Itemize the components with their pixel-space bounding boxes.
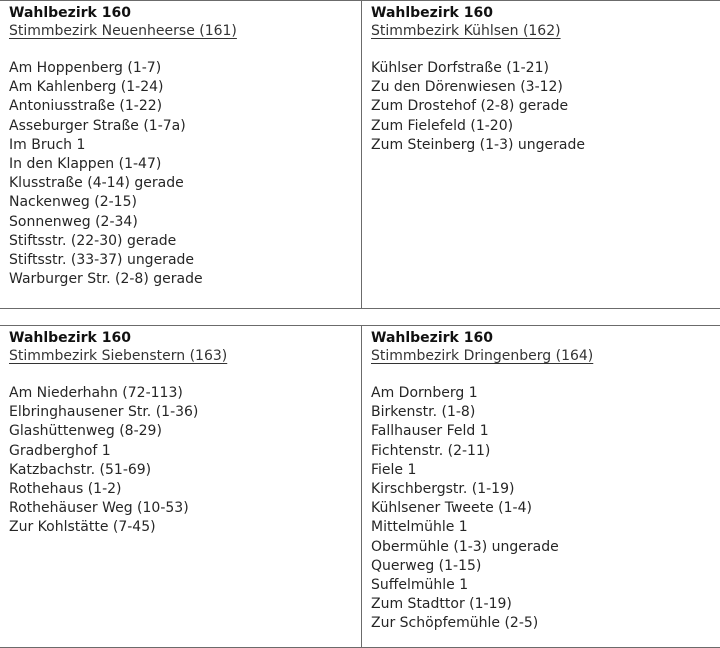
street-item: Zum Steinberg (1-3) ungerade <box>371 136 585 153</box>
street-list <box>9 384 361 538</box>
street-list <box>371 384 720 634</box>
street-item: Mittelmühle 1 <box>371 519 468 536</box>
street-item: Fichtenstr. (2-11) <box>371 442 491 459</box>
district-subtitle: Stimmbezirk Siebenstern (163) <box>9 348 228 364</box>
district-subtitle: Stimmbezirk Kühlsen (162) <box>371 23 561 39</box>
street-item: Rothehaus (1-2) <box>9 481 122 498</box>
ward-title: Wahlbezirk 160 <box>371 5 493 21</box>
street-item: Kühlser Dorfstraße (1-21) <box>371 60 549 76</box>
street-item: Zu den Dörenwiesen (3-12) <box>371 79 563 96</box>
street-item: Obermühle (1-3) ungerade <box>371 538 559 555</box>
street-item: Am Kahlenberg (1-24) <box>9 79 164 96</box>
ward-title: Wahlbezirk 160 <box>371 330 493 346</box>
district-cell-neuenheerse <box>0 1 361 308</box>
district-table-top <box>0 0 720 309</box>
street-item: Am Dornberg 1 <box>371 385 478 401</box>
street-item: Birkenstr. (1-8) <box>371 404 476 421</box>
district-subtitle: Stimmbezirk Neuenheerse (161) <box>9 23 237 39</box>
street-item: Im Bruch 1 <box>9 136 86 153</box>
street-item: Klusstraße (4-14) gerade <box>9 175 184 192</box>
street-item: Gradberghof 1 <box>9 442 111 459</box>
street-item: Warburger Str. (2-8) gerade <box>9 271 203 288</box>
street-list <box>9 59 361 289</box>
street-item: Am Niederhahn (72-113) <box>9 385 183 401</box>
street-item: Kirschbergstr. (1-19) <box>371 481 515 498</box>
ward-title: Wahlbezirk 160 <box>9 330 131 346</box>
district-cell-dringenberg <box>362 326 720 647</box>
street-item: Zur Kohlstätte (7-45) <box>9 519 156 536</box>
street-item: Katzbachstr. (51-69) <box>9 461 152 478</box>
street-item: Stiftsstr. (22-30) gerade <box>9 232 177 249</box>
district-cell-kuehlsen <box>362 1 720 308</box>
street-item: Antoniusstraße (1-22) <box>9 98 163 115</box>
street-item: Zum Fielefeld (1-20) <box>371 117 514 134</box>
street-item: Kühlsener Tweete (1-4) <box>371 500 532 517</box>
district-table-bottom <box>0 325 720 648</box>
ward-title: Wahlbezirk 160 <box>9 5 131 21</box>
street-item: Rothehäuser Weg (10-53) <box>9 500 189 517</box>
street-item: Stiftsstr. (33-37) ungerade <box>9 252 195 269</box>
street-item: Zum Drostehof (2-8) gerade <box>371 98 569 115</box>
street-item: Suffelmühle 1 <box>371 577 469 594</box>
street-item: In den Klappen (1-47) <box>9 156 162 173</box>
street-item: Zur Schöpfemühle (2-5) <box>371 615 539 632</box>
district-subtitle: Stimmbezirk Dringenberg (164) <box>371 348 594 364</box>
street-item: Fallhauser Feld 1 <box>371 423 489 440</box>
street-item: Fiele 1 <box>371 461 417 478</box>
street-item: Glashüttenweg (8-29) <box>9 423 162 440</box>
street-item: Nackenweg (2-15) <box>9 194 137 211</box>
street-item: Am Hoppenberg (1-7) <box>9 60 162 76</box>
street-item: Asseburger Straße (1-7a) <box>9 117 186 134</box>
street-item: Sonnenweg (2-34) <box>9 213 138 230</box>
district-cell-siebenstern <box>0 326 361 647</box>
street-item: Zum Stadttor (1-19) <box>371 596 512 613</box>
street-item: Querweg (1-15) <box>371 557 482 574</box>
street-list <box>371 59 720 155</box>
street-item: Elbringhausener Str. (1-36) <box>9 404 199 421</box>
